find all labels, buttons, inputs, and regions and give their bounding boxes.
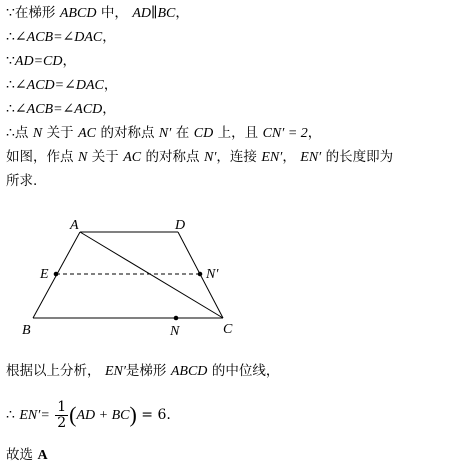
line-3 bbox=[6, 52, 76, 71]
line-2 bbox=[6, 28, 116, 47]
math: EN′ bbox=[300, 150, 322, 165]
trapezoid-figure bbox=[18, 214, 248, 344]
fraction-numerator: 1 bbox=[57, 398, 67, 415]
conclusion-formula bbox=[6, 398, 171, 433]
text: ， bbox=[175, 5, 189, 21]
text: 上，且 bbox=[217, 125, 259, 141]
math: N′ bbox=[204, 150, 217, 165]
math: AC bbox=[78, 126, 97, 141]
label-N-prime: N′ bbox=[206, 267, 219, 282]
text: 关于 bbox=[46, 125, 74, 141]
math: ∠ACD=∠DAC bbox=[14, 78, 104, 93]
text: 中， bbox=[100, 5, 128, 21]
math: EN′ bbox=[104, 364, 126, 379]
label-A: A bbox=[70, 218, 79, 233]
text: 的中位线， bbox=[211, 363, 280, 379]
text: ， bbox=[62, 53, 76, 69]
math: ∠ACB=∠DAC bbox=[14, 30, 103, 45]
open-paren: ( bbox=[69, 402, 77, 427]
text: ， bbox=[282, 149, 296, 165]
text: 点 bbox=[14, 125, 29, 141]
answer-text: 故选 bbox=[6, 447, 33, 463]
math: CD bbox=[193, 126, 214, 141]
line-7 bbox=[6, 148, 393, 167]
text: ， bbox=[307, 125, 322, 141]
math: ABCD bbox=[170, 364, 208, 379]
math: N bbox=[77, 150, 88, 165]
line-8 bbox=[6, 172, 37, 190]
therefore-symbol: ∴ bbox=[6, 125, 15, 141]
text: 在 bbox=[175, 125, 190, 141]
label-E: E bbox=[40, 267, 49, 282]
answer-line bbox=[6, 446, 48, 465]
text: 关于 bbox=[91, 149, 119, 165]
fraction bbox=[55, 400, 68, 431]
text: 的对称点 bbox=[100, 125, 155, 141]
fraction-denominator: 2 bbox=[57, 414, 67, 431]
line-4 bbox=[6, 76, 117, 95]
text: 在梯形 bbox=[14, 5, 56, 21]
line-6 bbox=[6, 124, 321, 143]
math: AC bbox=[123, 150, 142, 165]
therefore-symbol: ∴ bbox=[6, 407, 15, 423]
label-N: N bbox=[170, 324, 180, 339]
close-paren: ) bbox=[129, 402, 137, 427]
math: EN′ bbox=[261, 150, 283, 165]
therefore-symbol: ∴ bbox=[6, 29, 15, 45]
because-symbol: ∵ bbox=[6, 5, 15, 21]
text: ，连接 bbox=[216, 149, 257, 165]
text: 根据以上分析， bbox=[6, 363, 101, 379]
text: 是梯形 bbox=[125, 363, 167, 379]
text: 所求. bbox=[6, 173, 38, 189]
math-lhs: EN′= bbox=[19, 408, 50, 423]
analysis-line bbox=[6, 362, 279, 381]
math-inner: AD + BC bbox=[76, 408, 130, 423]
label-D: D bbox=[175, 218, 186, 233]
text: ， bbox=[102, 101, 116, 117]
text: 如图，作点 bbox=[6, 149, 74, 165]
math: AD=CD bbox=[14, 54, 63, 69]
math: ABCD bbox=[59, 6, 97, 21]
point-N bbox=[174, 316, 179, 321]
math: ∠ACB=∠ACD bbox=[14, 102, 103, 117]
because-symbol: ∵ bbox=[6, 53, 15, 69]
text: 的对称点 bbox=[145, 149, 200, 165]
label-B: B bbox=[22, 323, 31, 338]
math: AD∥BC bbox=[132, 6, 176, 21]
line-1 bbox=[6, 4, 189, 23]
answer-choice: A bbox=[37, 448, 48, 463]
point-E bbox=[54, 272, 59, 277]
text: ， bbox=[103, 77, 118, 93]
period: . bbox=[166, 407, 171, 423]
math: N′ bbox=[158, 126, 172, 141]
math: CN′ = 2 bbox=[262, 126, 308, 141]
label-C: C bbox=[223, 322, 233, 337]
text: ， bbox=[102, 29, 116, 45]
math-rhs: = 6 bbox=[141, 407, 167, 423]
therefore-symbol: ∴ bbox=[6, 101, 15, 117]
line-5 bbox=[6, 100, 116, 119]
text: 的长度即为 bbox=[325, 149, 394, 165]
point-N-prime bbox=[198, 272, 203, 277]
therefore-symbol: ∴ bbox=[6, 77, 15, 93]
math: N bbox=[32, 126, 43, 141]
